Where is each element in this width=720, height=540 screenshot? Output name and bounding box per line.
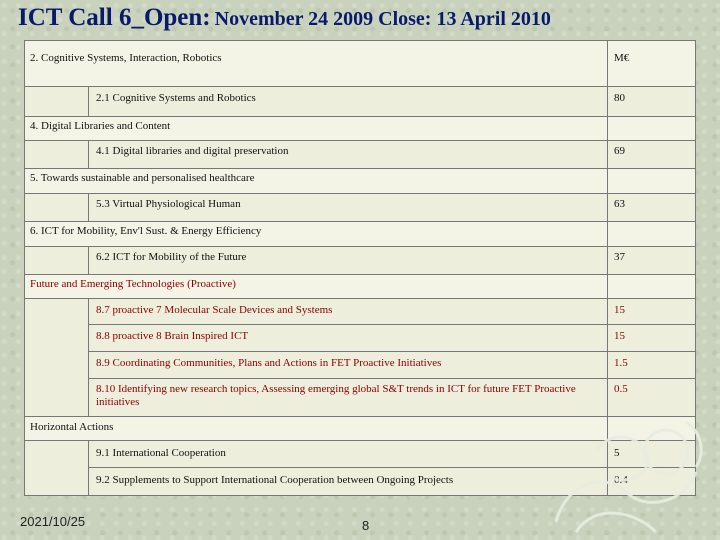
row-divider [88,378,696,379]
table-border [24,40,696,41]
topic-budget: 37 [614,251,625,263]
page-number: 8 [362,518,370,533]
indent-divider [88,193,89,221]
row-divider [24,140,696,141]
budget-header: M€ [614,52,630,64]
row-divider [24,116,696,117]
category-label: 4. Digital Libraries and Content [30,120,171,132]
topic-label: 9.2 Supplements to Support International Cooperation between Ongoing Projects [96,474,454,486]
indent-divider [88,298,89,416]
row-divider [24,193,696,194]
topic-budget: 15 [614,330,625,342]
row-divider [24,221,696,222]
topic-label: 9.1 International Cooperation [96,447,226,459]
decorative-ornament-icon [536,392,716,540]
table-row [24,221,696,246]
table-row [24,168,696,193]
topic-budget: 0.5 [614,383,628,395]
row-divider [24,274,696,275]
table-row [24,40,696,86]
topic-label: 8.7 proactive 7 Molecular Scale Devices and Systems [96,304,333,316]
indent-divider [88,140,89,168]
topic-budget: 0.4 [614,474,628,486]
slide-date: 2021/10/25 [20,514,86,529]
category-label: 5. Towards sustainable and personalised healthcare [30,172,255,184]
indent-divider [88,440,89,496]
topic-budget: 69 [614,145,625,157]
topic-budget: 5 [614,447,620,459]
category-label: 6. ICT for Mobility, Env'l Sust. & Energy Efficiency [30,225,262,237]
topic-label: 8.10 Identifying new research topics, Assessing emerging global S&T trends in ICT for future FET Proactive initiatives [96,383,576,408]
topic-budget: 15 [614,304,625,316]
row-divider [88,324,696,325]
table-border [24,40,25,496]
table-row [24,140,696,168]
category-label: 2. Cognitive Systems, Interaction, Robotics [30,52,222,64]
category-label: Horizontal Actions [30,421,114,433]
topic-label: 8.9 Coordinating Communities, Plans and Actions in FET Proactive Initiatives [96,357,442,369]
table-row [24,86,696,116]
topic-budget: 80 [614,92,625,104]
table-row [24,274,696,298]
row-divider [24,168,696,169]
row-divider [24,86,696,87]
table-row [24,351,696,378]
slide-title [18,4,718,38]
table-row [24,246,696,274]
category-label: Future and Emerging Technologies (Proactive) [30,278,236,290]
topic-label: 6.2 ICT for Mobility of the Future [96,251,247,263]
title-main: ICT Call 6_Open: [18,4,211,31]
table-row [24,193,696,221]
topic-label: 2.1 Cognitive Systems and Robotics [96,92,256,104]
indent-divider [88,246,89,274]
table-row [24,298,696,324]
topic-budget: 63 [614,198,625,210]
row-divider [24,246,696,247]
indent-divider [88,86,89,116]
row-divider [88,351,696,352]
topic-label: 8.8 proactive 8 Brain Inspired ICT [96,330,249,342]
table-row [24,324,696,351]
row-divider [24,298,696,299]
topic-label: 5.3 Virtual Physiological Human [96,198,241,210]
title-dates: November 24 2009 Close: 13 April 2010 [214,8,551,30]
topic-label: 4.1 Digital libraries and digital preservation [96,145,289,157]
table-row [24,116,696,140]
topic-budget: 1.5 [614,357,628,369]
